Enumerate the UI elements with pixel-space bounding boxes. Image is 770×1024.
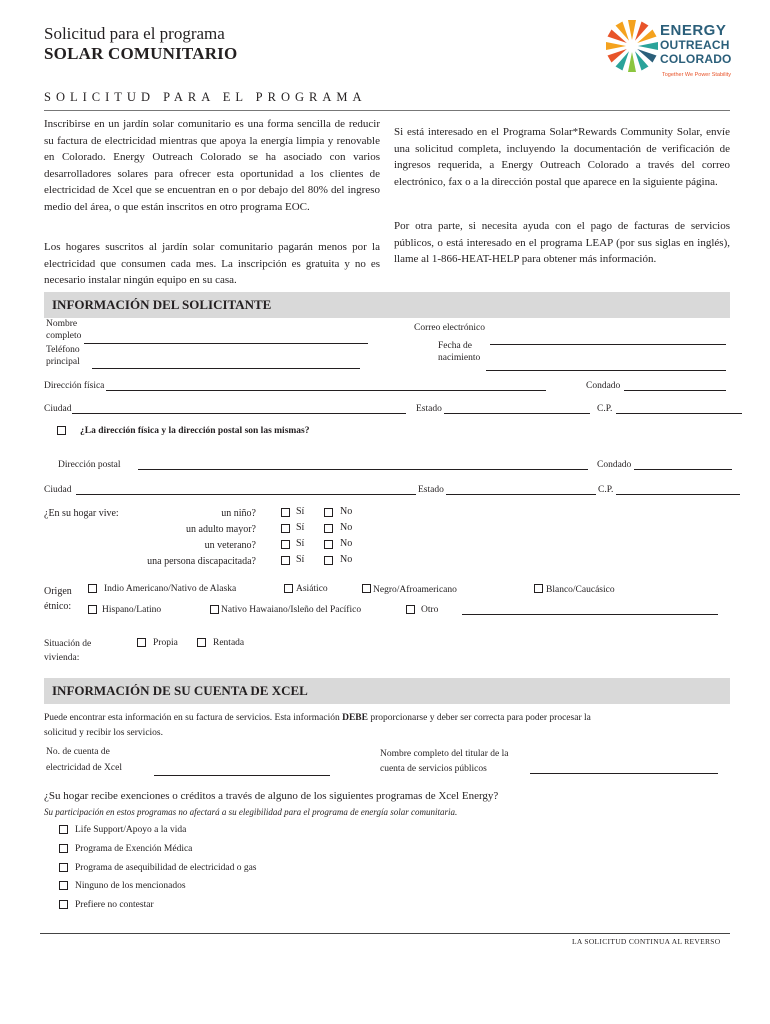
household-disabled-label: una persona discapacitada?	[147, 556, 256, 567]
ciudad-label: Ciudad	[44, 404, 72, 414]
cp-field[interactable]	[616, 413, 742, 414]
direccion-fisica-field[interactable]	[106, 390, 546, 391]
household-question: ¿En su hogar vive:	[44, 508, 119, 519]
estado-label: Estado	[416, 404, 442, 414]
program-medical-checkbox[interactable]	[59, 844, 68, 853]
household-veteran-label: un veterano?	[204, 540, 256, 551]
child-yes-label: Sí	[296, 506, 305, 517]
ethnic-otro-label: Otro	[421, 605, 439, 615]
condado-postal-field[interactable]	[634, 469, 732, 470]
estado-postal-field[interactable]	[446, 494, 596, 495]
rentada-label: Rentada	[213, 638, 245, 648]
titular-label-1: Nombre completo del titular de la	[380, 749, 509, 759]
correo-field[interactable]	[490, 344, 726, 345]
programs-question: ¿Su hogar recibe exenciones o créditos a través de alguno de los siguientes programas de Xcel Energy?	[44, 790, 499, 802]
elderly-yes-checkbox[interactable]	[281, 524, 290, 533]
intro-paragraph-right-1: Si está interesado en el Programa Solar*Rewards Community Solar, envíe una solicitud completa, incluyendo la documentación de verificación de ingresos requerida, a Energy Outreach Colorado a través del correo electrónico, fax o a la dirección postal que aparece en la siguiente página.	[394, 126, 730, 188]
program-affordability-checkbox[interactable]	[59, 863, 68, 872]
cuenta-label-1: No. de cuenta de	[46, 747, 110, 757]
program-no-answer-label: Prefiere no contestar	[75, 900, 154, 910]
elderly-no-label: No	[340, 522, 353, 533]
titular-label-2: cuenta de servicios públicos	[380, 764, 487, 774]
elderly-yes-label: Sí	[296, 522, 305, 533]
cp-postal-field[interactable]	[616, 494, 740, 495]
situacion-label-1: Situación de	[44, 639, 92, 649]
intro-paragraph-left-2: Los hogares suscritos al jardín solar comunitario pagarán menos por la electricidad que consumen cada mes. La inscripción es gratuita y no es necesario instalar ningún equipo en su casa.	[44, 241, 380, 286]
ethnic-hawaiano-label: Nativo Hawaiano/Isleño del Pacífico	[221, 605, 362, 615]
divider	[44, 110, 730, 111]
fecha-field[interactable]	[486, 370, 726, 371]
program-life-support-label: Life Support/Apoyo a la vida	[75, 825, 187, 835]
rentada-checkbox[interactable]	[197, 638, 206, 647]
ciudad-postal-field[interactable]	[76, 494, 416, 495]
origen-label-1: Origen	[44, 586, 72, 597]
direccion-fisica-label: Dirección física	[44, 381, 105, 391]
situacion-label-2: vivienda:	[44, 653, 80, 663]
disabled-no-checkbox[interactable]	[324, 556, 333, 565]
condado-field[interactable]	[624, 390, 726, 391]
ethnic-hispano-label: Hispano/Latino	[102, 605, 162, 615]
intro-paragraph-left-1: Inscribirse en un jardín solar comunitario es una forma sencilla de reducir su factura de electricidad mientras que apoya la energía limpia y renovable en Colorado. Energy Outreach Colorado se ha asociado con varios desarrolladores solares para ofrecer esta oportunidad a los clientes de electricidad de Xcel que se encuentran en o por debajo del 80% del ingreso medio del área, o que están inscritos en otro programa EOC.	[44, 118, 380, 213]
ethnic-blanco-checkbox[interactable]	[534, 584, 543, 593]
titular-field[interactable]	[530, 773, 718, 774]
program-affordability-label: Programa de asequibilidad de electricidad o gas	[75, 863, 257, 873]
ethnic-blanco-label: Blanco/Caucásico	[546, 585, 615, 595]
household-elderly-label: un adulto mayor?	[186, 524, 256, 535]
telefono-field[interactable]	[92, 368, 360, 369]
cp-postal-label: C.P.	[598, 485, 614, 495]
ciudad-postal-label: Ciudad	[44, 485, 72, 495]
cp-label: C.P.	[597, 404, 613, 414]
section-title: SOLICITUD PARA EL PROGRAMA	[44, 90, 367, 104]
ethnic-asiatico-checkbox[interactable]	[284, 584, 293, 593]
form-title: Solicitud para el programa	[44, 24, 225, 43]
form-subtitle: SOLAR COMUNITARIO	[44, 44, 238, 63]
xcel-section-header: INFORMACIÓN DE SU CUENTA DE XCEL	[44, 678, 730, 704]
ethnic-otro-field[interactable]	[462, 614, 718, 615]
estado-postal-label: Estado	[418, 485, 444, 495]
ethnic-hispano-checkbox[interactable]	[88, 605, 97, 614]
program-medical-label: Programa de Exención Médica	[75, 844, 193, 854]
energy-outreach-logo-icon	[604, 18, 660, 74]
continue-note: LA SOLICITUD CONTINUA AL REVERSO	[572, 937, 721, 946]
ethnic-indio-checkbox[interactable]	[88, 584, 97, 593]
program-life-support-checkbox[interactable]	[59, 825, 68, 834]
direccion-postal-label: Dirección postal	[58, 460, 121, 470]
xcel-description-2: solicitud y recibir los servicios.	[44, 728, 163, 738]
disabled-yes-checkbox[interactable]	[281, 556, 290, 565]
veteran-no-label: No	[340, 538, 353, 549]
ethnic-hawaiano-checkbox[interactable]	[210, 605, 219, 614]
nombre-label: Nombre completo	[46, 319, 82, 341]
child-yes-checkbox[interactable]	[281, 508, 290, 517]
elderly-no-checkbox[interactable]	[324, 524, 333, 533]
disabled-no-label: No	[340, 554, 353, 565]
household-child-label: un niño?	[221, 508, 256, 519]
programs-note: Su participación en estos programas no afectará a su elegibilidad para el programa de energía solar comunitaria.	[44, 807, 458, 817]
fecha-label: Fecha de nacimiento	[438, 341, 481, 363]
veteran-yes-checkbox[interactable]	[281, 540, 290, 549]
logo-tagline: Together We Power Stability	[662, 72, 731, 78]
direccion-postal-field[interactable]	[138, 469, 588, 470]
child-no-checkbox[interactable]	[324, 508, 333, 517]
child-no-label: No	[340, 506, 353, 517]
cuenta-label-2: electricidad de Xcel	[46, 763, 122, 773]
ethnic-otro-checkbox[interactable]	[406, 605, 415, 614]
program-no-answer-checkbox[interactable]	[59, 900, 68, 909]
veteran-yes-label: Sí	[296, 538, 305, 549]
condado-label: Condado	[586, 381, 621, 391]
same-address-checkbox[interactable]	[57, 426, 66, 435]
nombre-field[interactable]	[84, 343, 368, 344]
disabled-yes-label: Sí	[296, 554, 305, 565]
condado-postal-label: Condado	[597, 460, 632, 470]
origen-label-2: étnico:	[44, 601, 72, 612]
applicant-section-header: INFORMACIÓN DEL SOLICITANTE	[44, 292, 730, 318]
program-none-checkbox[interactable]	[59, 881, 68, 890]
telefono-label: Teléfono principal	[46, 345, 80, 367]
propia-label: Propia	[153, 638, 178, 648]
program-none-label: Ninguno de los mencionados	[75, 881, 186, 891]
ethnic-negro-label: Negro/Afroamericano	[373, 585, 457, 595]
intro-paragraph-right-2: Por otra parte, si necesita ayuda con el pago de facturas de servicios públicos, o está interesado en el programa LEAP (por sus siglas en inglés), llame al 1-866-HEAT-HELP para obtener más información.	[394, 220, 730, 265]
footer-rule	[40, 933, 730, 934]
ethnic-asiatico-label: Asiático	[296, 584, 328, 594]
correo-label: Correo electrónico	[414, 323, 485, 333]
veteran-no-checkbox[interactable]	[324, 540, 333, 549]
xcel-description: Puede encontrar esta información en su factura de servicios. Esta información DEBE proporcionarse y deber ser correcta para poder procesar la	[44, 713, 591, 723]
logo-wordmark: ENERGY OUTREACH COLORADO	[660, 22, 732, 66]
ethnic-indio-label: Indio Americano/Nativo de Alaska	[104, 584, 237, 594]
propia-checkbox[interactable]	[137, 638, 146, 647]
ciudad-field[interactable]	[72, 413, 406, 414]
cuenta-field[interactable]	[154, 775, 330, 776]
ethnic-negro-checkbox[interactable]	[362, 584, 371, 593]
same-address-question: ¿La dirección física y la dirección postal son las mismas?	[80, 426, 310, 436]
estado-field[interactable]	[444, 413, 590, 414]
